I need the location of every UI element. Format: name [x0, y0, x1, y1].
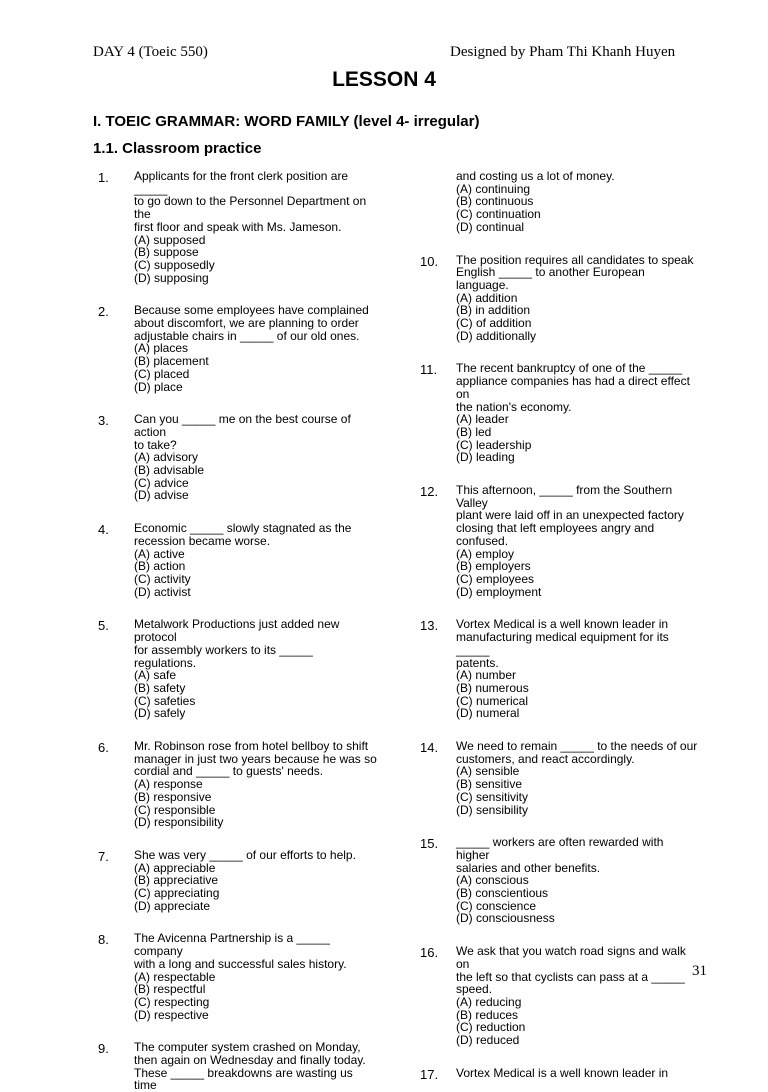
question-text: confused.: [456, 533, 509, 548]
question-number: 8.: [98, 932, 109, 948]
left-column: [98, 170, 378, 1092]
answer-option: (B) safety: [134, 680, 186, 695]
question-11: [420, 362, 700, 464]
question-text: The position requires all candidates to speak: [456, 252, 694, 267]
question-text: We ask that you watch road signs and walk on: [456, 944, 686, 971]
answer-option: (B) sensitive: [456, 777, 523, 792]
answer-option: (A) conscious: [456, 873, 529, 888]
answer-option: (B) action: [134, 559, 186, 574]
question-number: 2.: [98, 304, 109, 320]
question-text: Applicants for the front clerk position are _____: [134, 169, 349, 196]
question-number: 9.: [98, 1041, 109, 1057]
answer-option: (D) appreciate: [134, 898, 211, 913]
question-13: [420, 618, 700, 720]
question-text: Vortex Medical is a well known leader in: [456, 1065, 669, 1080]
answer-option: (C) continuation: [456, 207, 541, 222]
question-text: adjustable chairs in _____ of our old ones.: [134, 328, 360, 343]
answer-option: (C) advice: [134, 475, 189, 490]
right-column: [420, 169, 700, 1082]
question-text: with a long and successful sales history.: [134, 956, 347, 971]
answer-option: (C) appreciating: [134, 886, 220, 901]
section-subheading: 1.1. Classroom practice: [93, 140, 262, 157]
question-4: [98, 522, 378, 598]
answer-option: (C) activity: [134, 571, 191, 586]
answer-option: (A) places: [134, 341, 189, 356]
question-7: [98, 849, 378, 913]
answer-option: (D) numeral: [456, 706, 520, 721]
page-number: 31: [692, 963, 707, 979]
question-3: [98, 413, 378, 502]
answer-option: (A) appreciable: [134, 860, 216, 875]
answer-option: (C) of addition: [456, 316, 532, 331]
question-number: 7.: [98, 848, 109, 864]
answer-option: (A) respectable: [134, 969, 216, 984]
answer-option: (C) leadership: [456, 437, 532, 452]
answer-option: (A) active: [134, 546, 185, 561]
answer-option: (C) employees: [456, 571, 535, 586]
question-text: to take?: [134, 437, 177, 452]
answer-option: (C) safeties: [134, 693, 196, 708]
question-number: 6.: [98, 740, 109, 756]
lesson-title: LESSON 4: [332, 68, 436, 91]
header-right: Designed by Pham Thi Khanh Huyen: [450, 44, 676, 60]
question-9: [98, 1041, 378, 1092]
answer-option: (D) leading: [456, 450, 515, 465]
question-number: 14.: [420, 740, 439, 756]
answer-option: (B) respectful: [134, 982, 206, 997]
question-text: Economic _____ slowly stagnated as the: [134, 521, 352, 536]
question-number: 15.: [420, 836, 439, 852]
question-text: Mr. Robinson rose from hotel bellboy to shift: [134, 739, 369, 754]
answer-option: (B) conscientious: [456, 886, 549, 901]
answer-option: (C) numerical: [456, 693, 529, 708]
question-number: 4.: [98, 522, 109, 538]
question-text: We need to remain _____ to the needs of our: [456, 739, 698, 754]
answer-option: (A) sensible: [456, 764, 520, 779]
section-heading: I. TOEIC GRAMMAR: WORD FAMILY (level 4- irregular): [93, 113, 480, 130]
answer-option: (B) advisable: [134, 463, 205, 478]
answer-option: (A) addition: [456, 290, 518, 305]
question-number: 5.: [98, 618, 109, 634]
answer-option: (D) activist: [134, 584, 191, 599]
question-text: salaries and other benefits.: [456, 860, 601, 875]
answer-option: (D) supposing: [134, 270, 209, 285]
question-text: plant were laid off in an unexpected factory: [456, 508, 684, 523]
answer-option: (C) supposedly: [134, 257, 215, 272]
question-text: about discomfort, we are planning to order: [134, 316, 359, 331]
question-6: [98, 740, 378, 829]
answer-option: (B) appreciative: [134, 873, 219, 888]
question-text: manufacturing medical equipment for its _____: [456, 630, 669, 657]
question-text: manager in just two years because he was so: [134, 751, 377, 766]
answer-option: (D) consciousness: [456, 911, 555, 926]
answer-option: (A) employ: [456, 546, 515, 561]
question-text: then again on Wednesday and finally today.: [134, 1053, 366, 1068]
answer-option: (B) placement: [134, 354, 209, 369]
answer-option: (C) sensitivity: [456, 789, 529, 804]
question-10: [420, 254, 700, 343]
question-number: 3.: [98, 413, 109, 429]
answer-option: (A) leader: [456, 412, 509, 427]
question-text: patents.: [456, 655, 499, 670]
answer-option: (A) advisory: [134, 450, 199, 465]
question-text: speed.: [456, 982, 493, 997]
answer-option: (C) reduction: [456, 1020, 526, 1035]
question-15: [420, 836, 700, 925]
answer-option: (D) responsibility: [134, 815, 224, 830]
question-16: [420, 945, 700, 1047]
answer-option: (A) continuing: [456, 181, 531, 196]
question-text: Can you _____ me on the best course of action: [134, 412, 351, 439]
answer-option: (D) reduced: [456, 1033, 520, 1048]
answer-option: (A) safe: [134, 668, 177, 683]
answer-option: (C) responsible: [134, 802, 216, 817]
answer-option: (B) numerous: [456, 680, 529, 695]
question-text: This afternoon, _____ from the Southern Valley: [456, 483, 673, 510]
question-text: cordial and _____ to guests' needs.: [134, 764, 324, 779]
question-2: [98, 304, 378, 393]
question-continuation: [420, 170, 700, 234]
question-text: recession became worse.: [134, 533, 271, 548]
question-number: 13.: [420, 618, 439, 634]
question-5: [98, 618, 378, 720]
answer-option: (D) advise: [134, 488, 189, 503]
answer-option: (D) safely: [134, 706, 186, 721]
answer-option: (D) place: [134, 379, 183, 394]
answer-option: (A) supposed: [134, 232, 206, 247]
answer-option: (C) respecting: [134, 994, 210, 1009]
answer-option: (D) sensibility: [456, 802, 529, 817]
question-8: [98, 932, 378, 1021]
answer-option: (A) response: [134, 777, 203, 792]
question-number: 1.: [98, 170, 109, 185]
question-17: [420, 1067, 700, 1080]
answer-option: (C) placed: [134, 366, 190, 381]
question-text: Because some employees have complained: [134, 303, 369, 318]
answer-option: (A) reducing: [456, 994, 522, 1009]
question-text: She was very _____ of our efforts to help.: [134, 847, 356, 862]
question-text: closing that left employees angry and: [456, 521, 655, 536]
question-text: Metalwork Productions just added new protocol: [134, 617, 340, 645]
answer-option: (D) additionally: [456, 328, 537, 343]
question-text: the nation's economy.: [456, 399, 572, 414]
question-text: _____ workers are often rewarded with higher: [456, 835, 664, 862]
question-text: for assembly workers to its _____ regulations.: [134, 642, 313, 670]
question-number: 16.: [420, 945, 439, 961]
question-text: The computer system crashed on Monday,: [134, 1040, 361, 1055]
answer-option: (B) suppose: [134, 245, 199, 260]
answer-option: (D) respective: [134, 1007, 209, 1022]
answer-option: (B) employers: [456, 559, 531, 574]
answer-option: (B) continuous: [456, 194, 534, 209]
question-text: Vortex Medical is a well known leader in: [456, 617, 669, 632]
question-text: first floor and speak with Ms. Jameson.: [134, 219, 342, 234]
answer-option: (D) employment: [456, 584, 542, 599]
question-text: and costing us a lot of money.: [456, 169, 615, 183]
answer-option: (B) reduces: [456, 1007, 519, 1022]
question-number: 11.: [420, 362, 438, 378]
question-text: These _____ breakdowns are wasting us time: [134, 1065, 353, 1092]
question-text: customers, and react accordingly.: [456, 751, 635, 766]
answer-option: (B) responsive: [134, 789, 212, 804]
question-text: appliance companies has had a direct effect on: [456, 374, 690, 401]
answer-option: (B) led: [456, 424, 492, 439]
header-left: DAY 4 (Toeic 550): [93, 44, 208, 60]
question-text: English _____ to another European language.: [456, 265, 645, 292]
question-number: 17.: [420, 1066, 439, 1082]
answer-option: (C) conscience: [456, 898, 537, 913]
question-text: the left so that cyclists can pass at a _____: [456, 969, 685, 984]
question-text: The recent bankruptcy of one of the _____: [456, 361, 683, 376]
answer-option: (A) number: [456, 668, 517, 683]
question-number: 12.: [420, 484, 439, 500]
question-number: 10.: [420, 253, 439, 269]
question-1: [98, 170, 378, 284]
answer-option: (D) continual: [456, 219, 525, 234]
question-text: The Avicenna Partnership is a _____ company: [134, 931, 330, 959]
question-14: [420, 740, 700, 816]
question-12: [420, 484, 700, 598]
answer-option: (B) in addition: [456, 303, 531, 318]
question-text: to go down to the Personnel Department on the: [134, 194, 367, 222]
